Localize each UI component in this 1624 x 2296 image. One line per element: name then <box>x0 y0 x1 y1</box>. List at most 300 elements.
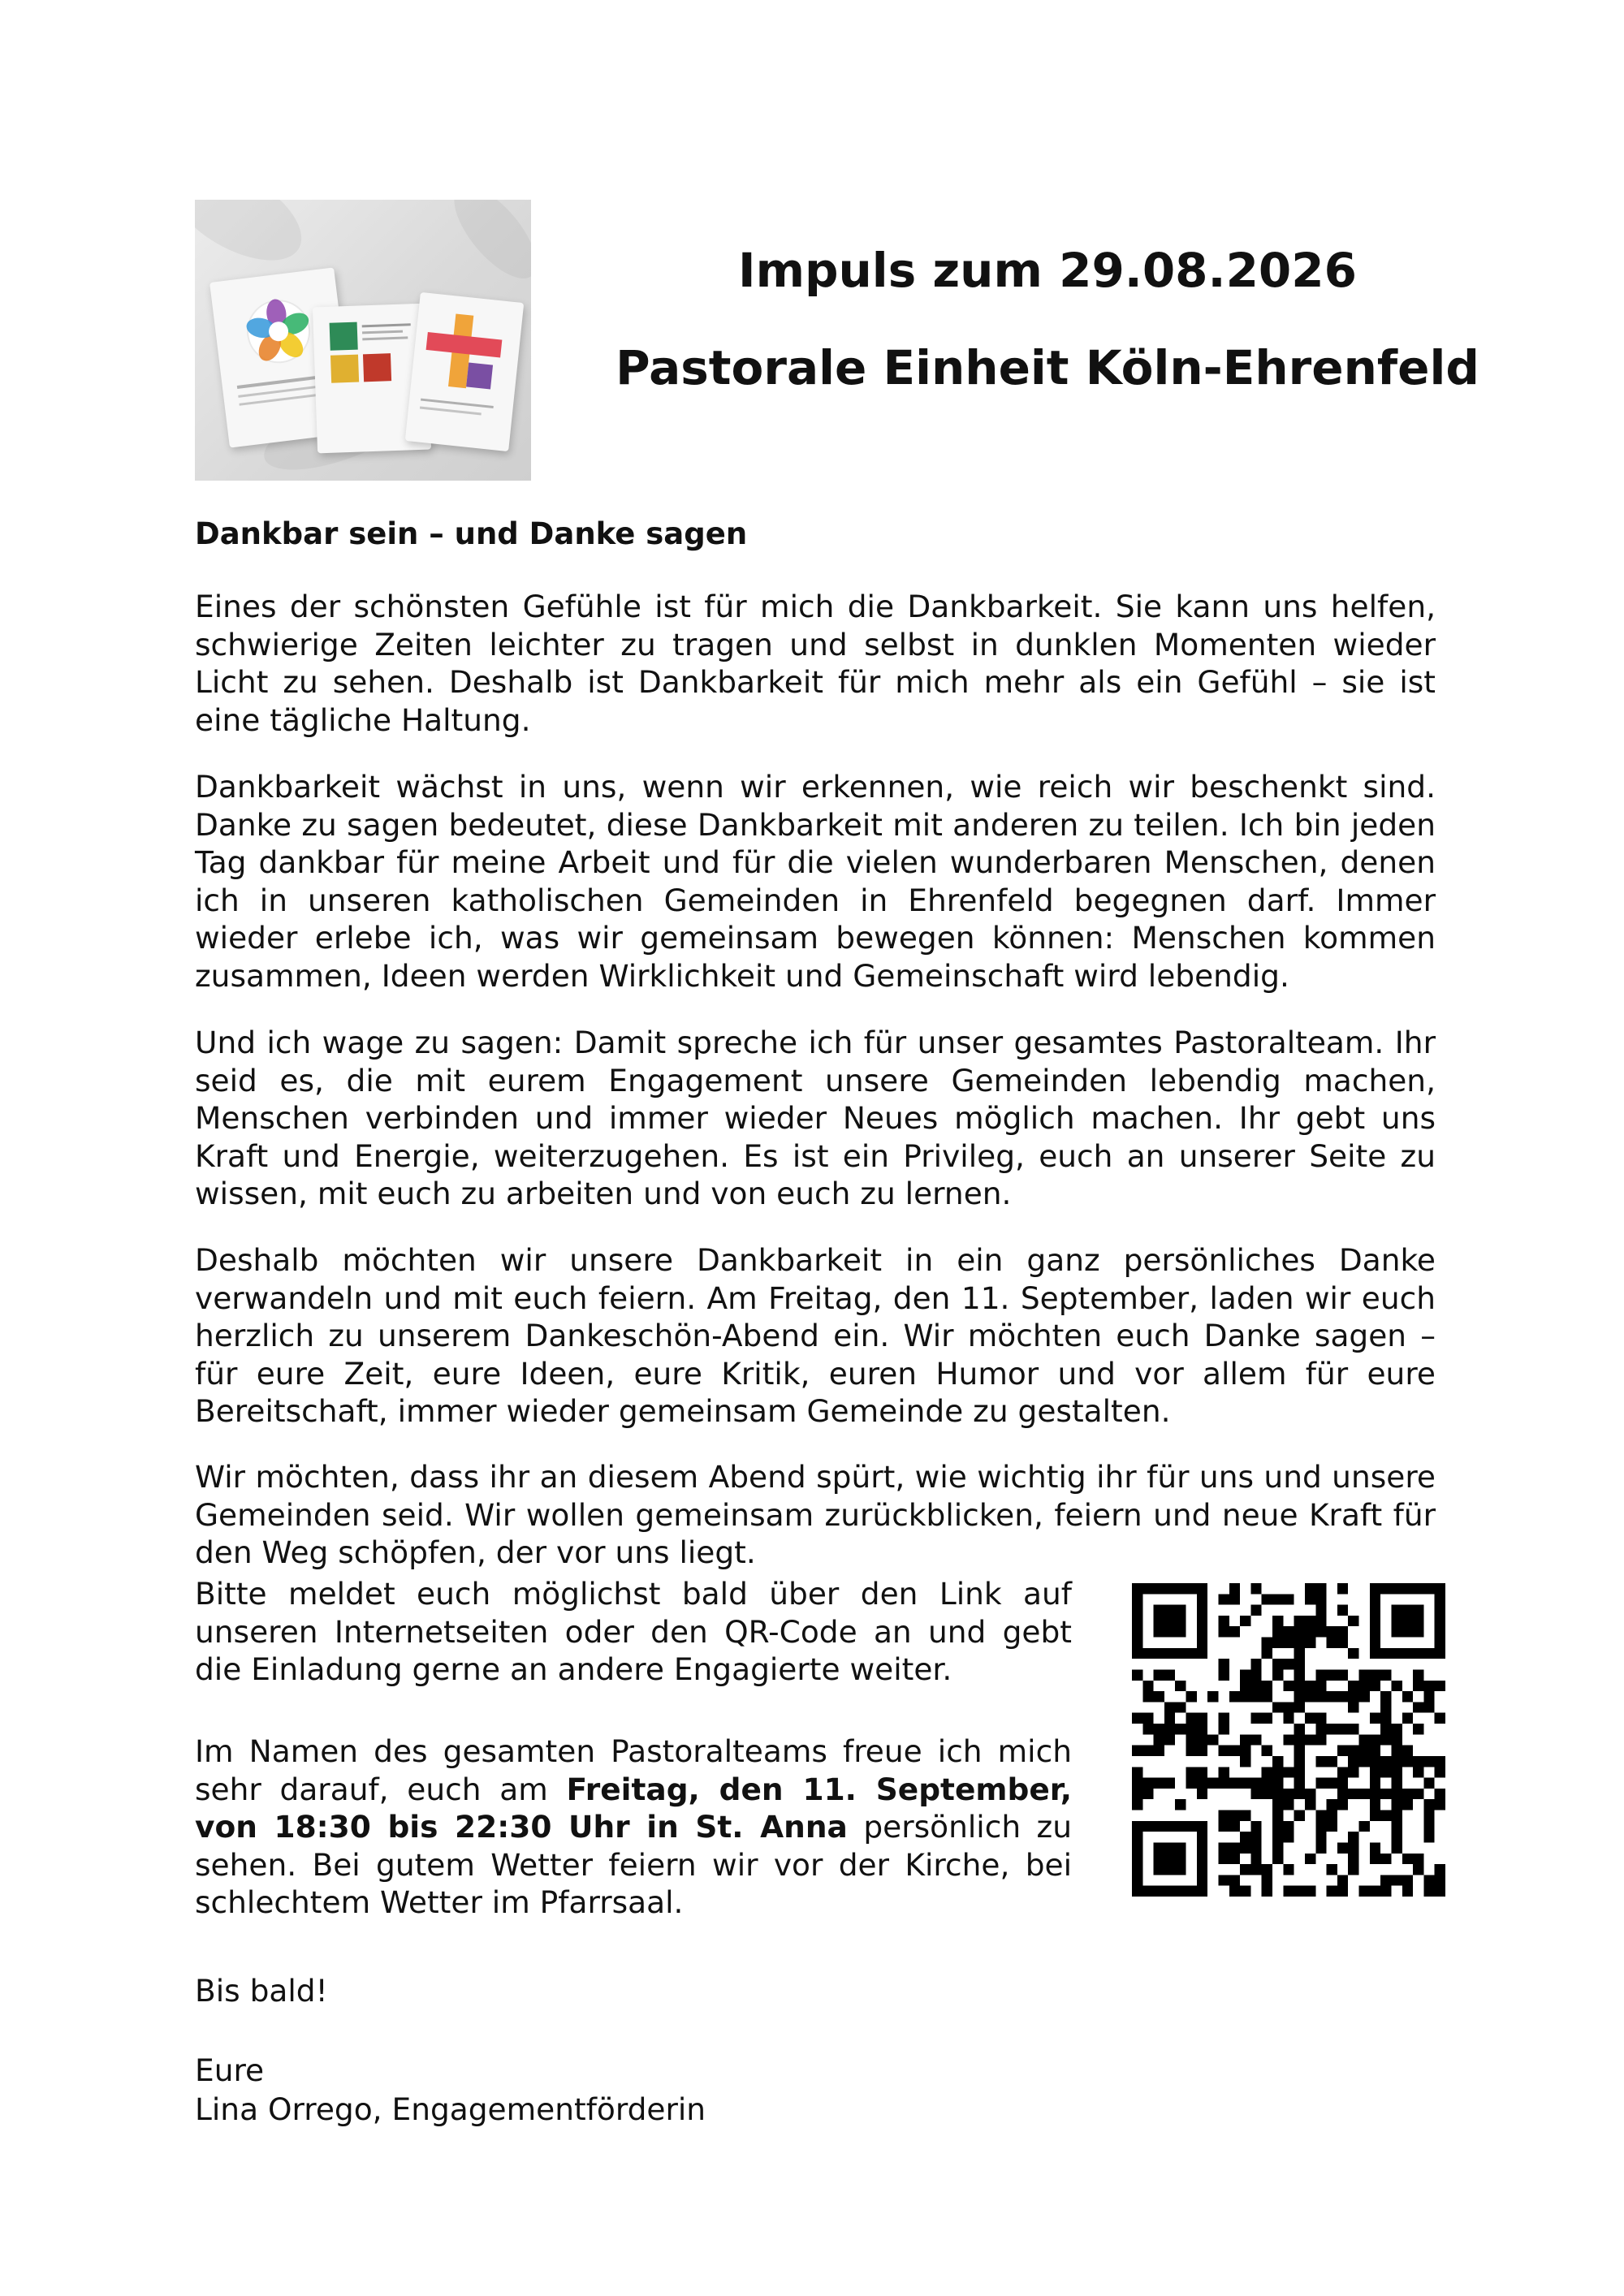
qr-module <box>1294 1746 1305 1756</box>
paragraph-5: Wir möchten, dass ihr an diesem Abend spürt, wie wichtig ihr für uns und unsere Gemeinden seid. Wir wollen gemeinsam zurückblicken, feiern und neue Kraft für den Weg schöpfen, der vor uns liegt. <box>195 1459 1436 1570</box>
invitation-text-end: persönlich zu sehen. Bei gutem Wetter feiern wir vor der Kirche, bei schlechtem Wetter im Pfarrsaal. <box>195 1809 1072 1920</box>
qr-module <box>1423 1799 1434 1810</box>
qr-module <box>1380 1734 1391 1745</box>
qr-module <box>1283 1659 1294 1669</box>
qr-module <box>1240 1832 1250 1842</box>
qr-module <box>1164 1886 1175 1897</box>
qr-module <box>1229 1746 1240 1756</box>
qr-module <box>1142 1886 1153 1897</box>
qr-module <box>1337 1799 1348 1810</box>
qr-module <box>1359 1789 1370 1799</box>
qr-module <box>1370 1767 1380 1777</box>
qr-module <box>1132 1616 1142 1626</box>
qr-module <box>1294 1648 1305 1659</box>
qr-module <box>1402 1854 1413 1864</box>
qr-module <box>1272 1789 1283 1799</box>
qr-module <box>1197 1648 1207 1659</box>
qr-module <box>1262 1886 1272 1897</box>
qr-module <box>1164 1821 1175 1832</box>
qr-module <box>1229 1821 1240 1832</box>
qr-module <box>1154 1669 1164 1680</box>
qr-module <box>1315 1734 1326 1745</box>
qr-module <box>1240 1778 1250 1789</box>
qr-module <box>1305 1594 1315 1604</box>
qr-module <box>1132 1713 1142 1724</box>
qr-module <box>1272 1659 1283 1669</box>
qr-module <box>1229 1886 1240 1897</box>
qr-module <box>1175 1821 1186 1832</box>
qr-module <box>1402 1799 1413 1810</box>
qr-module <box>1391 1842 1402 1853</box>
qr-module <box>1413 1626 1423 1637</box>
qr-module <box>1132 1875 1142 1885</box>
qr-module <box>1380 1724 1391 1734</box>
qr-module <box>1164 1778 1175 1789</box>
qr-module <box>1435 1767 1445 1777</box>
qr-module <box>1142 1713 1153 1724</box>
qr-module <box>1294 1789 1305 1799</box>
qr-module <box>1272 1799 1283 1810</box>
qr-module <box>1132 1832 1142 1842</box>
qr-module <box>1272 1821 1283 1832</box>
qr-module <box>1154 1616 1164 1626</box>
qr-module <box>1164 1583 1175 1594</box>
qr-module <box>1423 1810 1434 1821</box>
qr-module <box>1164 1626 1175 1637</box>
qr-module <box>1337 1724 1348 1734</box>
qr-module <box>1154 1821 1164 1832</box>
qr-module <box>1197 1626 1207 1637</box>
qr-module <box>1250 1789 1261 1799</box>
qr-module <box>1142 1789 1153 1799</box>
qr-module <box>1175 1799 1186 1810</box>
qr-module <box>1218 1821 1229 1832</box>
qr-module <box>1402 1583 1413 1594</box>
invitation-paragraph <box>195 1733 1072 1922</box>
qr-module <box>1402 1886 1413 1897</box>
qr-module <box>1164 1616 1175 1626</box>
qr-module <box>1380 1886 1391 1897</box>
qr-module <box>1164 1605 1175 1616</box>
qr-module <box>1250 1691 1261 1702</box>
qr-module <box>1229 1594 1240 1604</box>
qr-module <box>1262 1713 1272 1724</box>
qr-module <box>1294 1669 1305 1680</box>
qr-module <box>1186 1648 1197 1659</box>
qr-module <box>1327 1810 1337 1821</box>
qr-module <box>1413 1789 1423 1799</box>
qr-module <box>1197 1767 1207 1777</box>
qr-module <box>1229 1842 1240 1853</box>
qr-module <box>1294 1681 1305 1691</box>
qr-module <box>1423 1821 1434 1832</box>
qr-module <box>1391 1724 1402 1734</box>
qr-module <box>1175 1724 1186 1734</box>
qr-module <box>1391 1799 1402 1810</box>
qr-module <box>1132 1594 1142 1604</box>
qr-module <box>1272 1854 1283 1864</box>
qr-module <box>1240 1681 1250 1691</box>
qr-module <box>1175 1854 1186 1864</box>
qr-module <box>1370 1756 1380 1767</box>
qr-module <box>1435 1626 1445 1637</box>
qr-module <box>1402 1626 1413 1637</box>
qr-module <box>1262 1691 1272 1702</box>
qr-module <box>1359 1886 1370 1897</box>
qr-module <box>1402 1713 1413 1724</box>
qr-module <box>1370 1886 1380 1897</box>
qr-module <box>1294 1734 1305 1745</box>
qr-module <box>1186 1767 1197 1777</box>
qr-module <box>1197 1583 1207 1594</box>
qr-module <box>1186 1778 1197 1789</box>
qr-module <box>1175 1648 1186 1659</box>
qr-module <box>1413 1864 1423 1875</box>
qr-module <box>1218 1626 1229 1637</box>
qr-module <box>1197 1842 1207 1853</box>
qr-module <box>1154 1605 1164 1616</box>
qr-module <box>1348 1756 1358 1767</box>
qr-module <box>1229 1691 1240 1702</box>
qr-module <box>1262 1875 1272 1885</box>
qr-module <box>1327 1864 1337 1875</box>
qr-module <box>1197 1864 1207 1875</box>
qr-module <box>1218 1767 1229 1777</box>
qr-module <box>1283 1799 1294 1810</box>
qr-module <box>1154 1746 1164 1756</box>
qr-module <box>1435 1681 1445 1691</box>
qr-module <box>1348 1702 1358 1712</box>
qr-module <box>1132 1648 1142 1659</box>
qr-module <box>1132 1799 1142 1810</box>
qr-module <box>1370 1681 1380 1691</box>
closing-text: Bis bald! <box>195 1973 328 2009</box>
qr-module <box>1413 1583 1423 1594</box>
paragraph-4: Deshalb möchten wir unsere Dankbarkeit in ein ganz persönliches Danke verwandeln und mit euch feiern. Am Freitag, den 11. September, laden wir euch herzlich zu unserem Dankeschön-Abend ein. Wir möchten euch Danke sagen – für eure Zeit, eure Ideen, eure Kritik, euren Humor und vor allem für eure Bereitschaft, immer wieder gemeinsam Gemeinde zu gestalten. <box>195 1242 1436 1429</box>
qr-module <box>1391 1810 1402 1821</box>
qr-module <box>1402 1616 1413 1626</box>
qr-module <box>1423 1583 1434 1594</box>
qr-module <box>1142 1681 1153 1691</box>
qr-module <box>1315 1810 1326 1821</box>
qr-module <box>1337 1778 1348 1789</box>
qr-module <box>1391 1789 1402 1799</box>
qr-module <box>1218 1778 1229 1789</box>
qr-module <box>1305 1616 1315 1626</box>
qr-module <box>1327 1691 1337 1702</box>
qr-module <box>1413 1648 1423 1659</box>
qr-module <box>1229 1778 1240 1789</box>
qr-module <box>1413 1616 1423 1626</box>
qr-module <box>1197 1713 1207 1724</box>
qr-module <box>1132 1778 1142 1789</box>
qr-module <box>1348 1767 1358 1777</box>
qr-module <box>1435 1638 1445 1648</box>
qr-module <box>1391 1778 1402 1789</box>
qr-module <box>1402 1756 1413 1767</box>
qr-module <box>1305 1854 1315 1864</box>
qr-module <box>1218 1713 1229 1724</box>
qr-module <box>1370 1778 1380 1789</box>
qr-module <box>1370 1734 1380 1745</box>
qr-module <box>1370 1626 1380 1637</box>
qr-module <box>1197 1886 1207 1897</box>
qr-module <box>1154 1691 1164 1702</box>
qr-module <box>1413 1605 1423 1616</box>
qr-module <box>1380 1789 1391 1799</box>
qr-module <box>1197 1605 1207 1616</box>
qr-module <box>1413 1854 1423 1864</box>
qr-module <box>1348 1691 1358 1702</box>
qr-module <box>1240 1864 1250 1875</box>
qr-module <box>1240 1669 1250 1680</box>
qr-module <box>1132 1842 1142 1853</box>
brochure-3-image <box>405 292 525 451</box>
qr-module <box>1262 1778 1272 1789</box>
qr-module <box>1283 1864 1294 1875</box>
qr-module <box>1413 1702 1423 1712</box>
qr-module <box>1175 1605 1186 1616</box>
qr-module <box>1294 1778 1305 1789</box>
qr-module <box>1186 1746 1197 1756</box>
qr-module <box>1305 1626 1315 1637</box>
qr-module <box>1337 1875 1348 1885</box>
qr-module <box>1370 1789 1380 1799</box>
qr-module <box>1175 1842 1186 1853</box>
qr-module <box>1359 1691 1370 1702</box>
qr-module <box>1164 1864 1175 1875</box>
qr-module <box>1370 1583 1380 1594</box>
qr-module <box>1423 1756 1434 1767</box>
qr-module <box>1175 1864 1186 1875</box>
qr-module <box>1218 1810 1229 1821</box>
qr-module <box>1380 1691 1391 1702</box>
registration-paragraph: Bitte meldet euch möglichst bald über den Link auf unseren Internetseiten oder den QR-Code an und gebt die Einladung gerne an andere Engagierte weiter. <box>195 1576 1072 1687</box>
qr-module <box>1294 1638 1305 1648</box>
qr-module <box>1359 1681 1370 1691</box>
qr-module <box>1391 1734 1402 1745</box>
qr-module <box>1272 1810 1283 1821</box>
qr-module <box>1423 1875 1434 1885</box>
qr-module <box>1435 1864 1445 1875</box>
qr-module <box>1435 1799 1445 1810</box>
qr-module <box>1240 1842 1250 1853</box>
qr-module <box>1370 1669 1380 1680</box>
qr-module <box>1142 1648 1153 1659</box>
qr-module <box>1359 1746 1370 1756</box>
qr-module <box>1380 1669 1391 1680</box>
qr-module <box>1435 1713 1445 1724</box>
qr-module <box>1305 1789 1315 1799</box>
qr-module <box>1359 1756 1370 1767</box>
qr-module <box>1175 1626 1186 1637</box>
qr-module <box>1327 1724 1337 1734</box>
qr-module <box>1186 1724 1197 1734</box>
qr-module <box>1283 1681 1294 1691</box>
qr-module <box>1315 1821 1326 1832</box>
paragraph-2: Dankbarkeit wächst in uns, wenn wir erkennen, wie reich wir beschenkt sind. Danke zu sagen bedeutet, diese Dankbarkeit mit anderen zu teilen. Ich bin jeden Tag dankbar für meine Arbeit und für die vielen wunderbaren Menschen, denen ich in unseren katholischen Gemeinden in Ehrenfeld begegnen darf. Immer wieder erlebe ich, was wir gemeinsam bewegen können: Menschen kommen zusammen, Ideen werden Wirklichkeit und Gemeinschaft wird lebendig. <box>195 769 1436 994</box>
page-subtitle: Pastorale Einheit Köln-Ehrenfeld <box>615 340 1479 395</box>
qr-module <box>1197 1746 1207 1756</box>
qr-module <box>1175 1681 1186 1691</box>
qr-module <box>1337 1626 1348 1637</box>
qr-module <box>1250 1583 1261 1594</box>
qr-module <box>1315 1681 1326 1691</box>
qr-module <box>1262 1594 1272 1604</box>
qr-module <box>1435 1789 1445 1799</box>
qr-module <box>1164 1734 1175 1745</box>
qr-module <box>1327 1756 1337 1767</box>
qr-module <box>1218 1842 1229 1853</box>
qr-module <box>1294 1724 1305 1734</box>
qr-module <box>1197 1832 1207 1842</box>
qr-module <box>1305 1691 1315 1702</box>
qr-module <box>1370 1605 1380 1616</box>
qr-module <box>1402 1648 1413 1659</box>
qr-module <box>1218 1875 1229 1885</box>
qr-module <box>1197 1638 1207 1648</box>
qr-module <box>1250 1605 1261 1616</box>
qr-module <box>1391 1605 1402 1616</box>
qr-module <box>1380 1875 1391 1885</box>
qr-module <box>1348 1854 1358 1864</box>
qr-module <box>1391 1648 1402 1659</box>
qr-module <box>1250 1713 1261 1724</box>
qr-module <box>1413 1724 1423 1734</box>
paragraph-3: Und ich wage zu sagen: Damit spreche ich für unser gesamtes Pastoralteam. Ihr seid es, die mit eurem Engagement unsere Gemeinden lebendig machen, Menschen verbinden und immer wieder Neues möglich machen. Ihr gebt uns Kraft und Energie, weiterzugehen. Es ist ein Privileg, euch an unserer Seite zu wissen, mit euch zu arbeiten und von euch zu lernen. <box>195 1025 1436 1211</box>
qr-module <box>1142 1583 1153 1594</box>
qr-module <box>1272 1669 1283 1680</box>
qr-module <box>1391 1756 1402 1767</box>
qr-module <box>1154 1778 1164 1789</box>
qr-module <box>1272 1756 1283 1767</box>
qr-module <box>1154 1724 1164 1734</box>
qr-module <box>1197 1734 1207 1745</box>
qr-module <box>1413 1767 1423 1777</box>
qr-module <box>1380 1854 1391 1864</box>
qr-module <box>1154 1854 1164 1864</box>
qr-module <box>1132 1886 1142 1897</box>
qr-module <box>1132 1821 1142 1832</box>
qr-module <box>1370 1616 1380 1626</box>
qr-module <box>1413 1756 1423 1767</box>
qr-module <box>1327 1669 1337 1680</box>
qr-module <box>1272 1594 1283 1604</box>
qr-module <box>1402 1746 1413 1756</box>
qr-module <box>1272 1767 1283 1777</box>
page-title: Impuls zum 29.08.2026 <box>737 243 1357 298</box>
qr-module <box>1218 1659 1229 1669</box>
registration-qr-code[interactable] <box>1132 1583 1445 1897</box>
qr-module <box>1262 1681 1272 1691</box>
event-details: Freitag, den 11. September, von 18:30 bis 22:30 Uhr in St. Anna <box>195 1771 1072 1845</box>
qr-module <box>1272 1832 1283 1842</box>
qr-module <box>1132 1864 1142 1875</box>
qr-module <box>1370 1842 1380 1853</box>
qr-module <box>1164 1702 1175 1712</box>
qr-module <box>1435 1594 1445 1604</box>
qr-module <box>1337 1886 1348 1897</box>
qr-module <box>1359 1821 1370 1832</box>
qr-module <box>1283 1821 1294 1832</box>
qr-module <box>1272 1616 1283 1626</box>
qr-module <box>1327 1886 1337 1897</box>
qr-module <box>1154 1648 1164 1659</box>
qr-module <box>1272 1626 1283 1637</box>
qr-module <box>1154 1842 1164 1853</box>
qr-module <box>1423 1681 1434 1691</box>
qr-module <box>1327 1778 1337 1789</box>
qr-module <box>1337 1583 1348 1594</box>
qr-module <box>1391 1832 1402 1842</box>
qr-module <box>1175 1616 1186 1626</box>
qr-module <box>1391 1583 1402 1594</box>
qr-module <box>1337 1605 1348 1616</box>
qr-module <box>1423 1778 1434 1789</box>
qr-module <box>1229 1583 1240 1594</box>
qr-module <box>1348 1616 1358 1626</box>
qr-module <box>1240 1886 1250 1897</box>
qr-module <box>1240 1616 1250 1626</box>
qr-module <box>1240 1746 1250 1756</box>
qr-module <box>1262 1638 1272 1648</box>
qr-module <box>1262 1864 1272 1875</box>
qr-module <box>1327 1626 1337 1637</box>
qr-module <box>1402 1605 1413 1616</box>
qr-module <box>1348 1842 1358 1853</box>
qr-module <box>1315 1778 1326 1789</box>
qr-module <box>1197 1854 1207 1864</box>
qr-module <box>1197 1594 1207 1604</box>
qr-module <box>1283 1626 1294 1637</box>
qr-module <box>1391 1821 1402 1832</box>
qr-module <box>1142 1691 1153 1702</box>
qr-module <box>1305 1713 1315 1724</box>
qr-module <box>1305 1681 1315 1691</box>
qr-module <box>1423 1702 1434 1712</box>
qr-module <box>1186 1583 1197 1594</box>
qr-module <box>1305 1583 1315 1594</box>
qr-module <box>1348 1864 1358 1875</box>
qr-module <box>1262 1648 1272 1659</box>
qr-module <box>1250 1734 1261 1745</box>
qr-module <box>1294 1810 1305 1821</box>
qr-module <box>1413 1681 1423 1691</box>
qr-module <box>1294 1756 1305 1767</box>
qr-module <box>1305 1638 1315 1648</box>
qr-module <box>1435 1756 1445 1767</box>
qr-module <box>1348 1648 1358 1659</box>
qr-module <box>1154 1734 1164 1745</box>
qr-module <box>1337 1842 1348 1853</box>
qr-module <box>1250 1864 1261 1875</box>
qr-module <box>1229 1626 1240 1637</box>
qr-module <box>1197 1778 1207 1789</box>
qr-module <box>1370 1713 1380 1724</box>
qr-module <box>1370 1638 1380 1648</box>
qr-module <box>1262 1746 1272 1756</box>
qr-module <box>1164 1713 1175 1724</box>
qr-module <box>1142 1821 1153 1832</box>
qr-module <box>1348 1832 1358 1842</box>
qr-module <box>1164 1854 1175 1864</box>
qr-module <box>1186 1691 1197 1702</box>
qr-module <box>1229 1810 1240 1821</box>
qr-module <box>1380 1767 1391 1777</box>
qr-module <box>1315 1724 1326 1734</box>
qr-module <box>1423 1648 1434 1659</box>
qr-module <box>1402 1875 1413 1885</box>
